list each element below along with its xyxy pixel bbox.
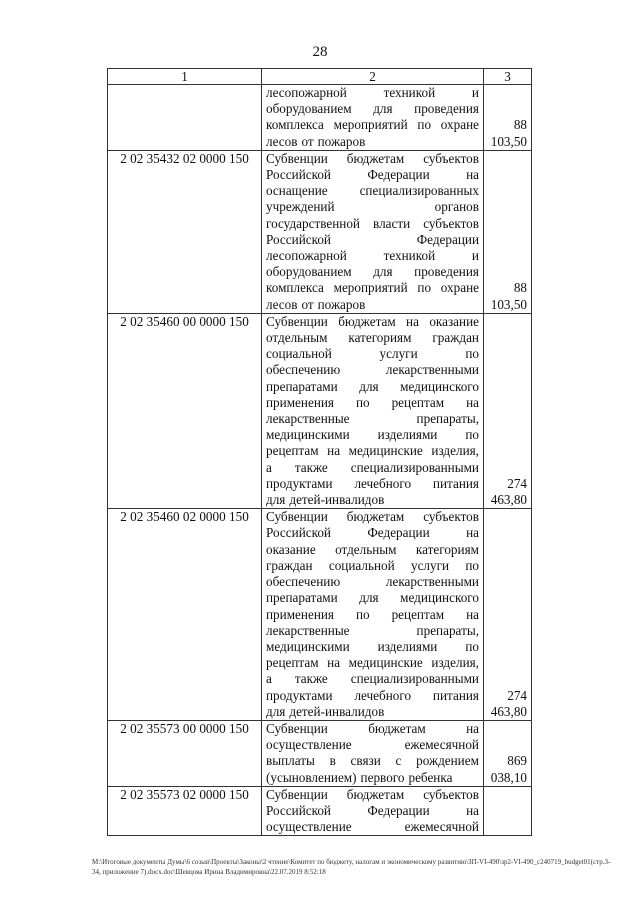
description-line: Субвенции бюджетам субъектов [266,786,479,802]
description-line: медицинскими изделиями по [266,638,479,654]
description-line: учреждений органов [266,199,479,215]
budget-table [107,68,532,836]
budget-code: 2 02 35573 02 0000 150 [108,786,262,836]
amount: 869 038,10 [484,720,532,786]
file-path-footer: M:\Итоговые документы Думы\6 созыв\Проекты\Законы\2 чтение\Комитет по бюджету, налогам и экономическому развитию\ЗП-VI-490\зр2-VI-490_с240719_budget01(стр.3-34, приложение 7).docx.doc\Шевцова Ирина Владимировна\22.07.2019 8:52:18 [92,858,611,876]
description-line: лесов от пожаров [266,296,366,312]
description-line: Субвенции бюджетам субъектов [266,509,479,525]
description-line: препаратами для медицинского [266,378,479,394]
description [262,85,484,151]
table-row [108,720,532,786]
description-line: продуктами лечебного питания [266,687,479,703]
description-line: осуществление ежемесячной [266,819,479,835]
description-line: применения по рецептам на [266,394,479,410]
description-line: государственной власти субъектов [266,215,479,231]
column-header-1: 1 [108,69,262,85]
column-header-3: 3 [484,69,532,85]
amount: 274 463,80 [484,509,532,721]
description [262,720,484,786]
table-header-row [108,69,532,85]
description-line: лекарственные препараты, [266,622,479,638]
amount [484,786,532,836]
description-line: лесопожарной техникой и [266,248,479,264]
description [262,509,484,721]
budget-code [108,85,262,151]
budget-code: 2 02 35460 02 0000 150 [108,509,262,721]
description-line: оборудованием для проведения [266,264,479,280]
description-line: продуктами лечебного питания [266,475,479,491]
description-line: комплекса мероприятий по охране [266,280,479,296]
table-row [108,313,532,508]
description-line: рецептам на медицинские изделия, [266,443,479,459]
page-number: 28 [312,44,328,60]
description-line: обеспечению лекарственными [266,574,479,590]
table-row [108,509,532,721]
table-row [108,85,532,151]
description-line: оборудованием для проведения [266,101,479,117]
description-line: граждан социальной услуги по [266,557,479,573]
description-line: а также специализированными [266,671,479,687]
table-row [108,150,532,313]
description-line: для детей-инвалидов [266,492,385,508]
description-line: медицинскими изделиями по [266,427,479,443]
description-line: рецептам на медицинские изделия, [266,655,479,671]
description-line: Субвенции бюджетам на оказание [266,313,479,329]
description-line: лекарственные препараты, [266,411,479,427]
description-line: а также специализированными [266,459,479,475]
column-header-2: 2 [262,69,484,85]
description-line: лесопожарной техникой и [266,85,479,100]
description-line: (усыновлением) первого ребенка [266,769,453,785]
description-line: для детей-инвалидов [266,703,385,719]
description-line: препаратами для медицинского [266,590,479,606]
description-line: Субвенции бюджетам субъектов [266,150,479,166]
description-line: комплекса мероприятий по охране [266,117,479,133]
description-line: выплаты в связи с рождением [266,753,479,769]
amount: 274 463,80 [484,313,532,508]
description-line: оснащение специализированных [266,183,479,199]
budget-code: 2 02 35432 02 0000 150 [108,150,262,313]
description-line: социальной услуги по [266,346,479,362]
description [262,150,484,313]
description-line: обеспечению лекарственными [266,362,479,378]
amount: 88 103,50 [484,150,532,313]
description-line: Субвенции бюджетам на [266,720,479,736]
description-line: оказание отдельным категориям [266,541,479,557]
description-line: Российской Федерации на [266,802,479,818]
budget-code: 2 02 35460 00 0000 150 [108,313,262,508]
description-line: Российской Федерации на [266,167,479,183]
description-line: Российской Федерации [266,231,479,247]
budget-code: 2 02 35573 00 0000 150 [108,720,262,786]
description-line: лесов от пожаров [266,133,366,149]
description-line: осуществление ежемесячной [266,737,479,753]
description [262,786,484,836]
description-line: применения по рецептам на [266,606,479,622]
table-row [108,786,532,836]
amount: 88 103,50 [484,85,532,151]
description-line: Российской Федерации на [266,525,479,541]
description [262,313,484,508]
description-line: отдельным категориям граждан [266,330,479,346]
